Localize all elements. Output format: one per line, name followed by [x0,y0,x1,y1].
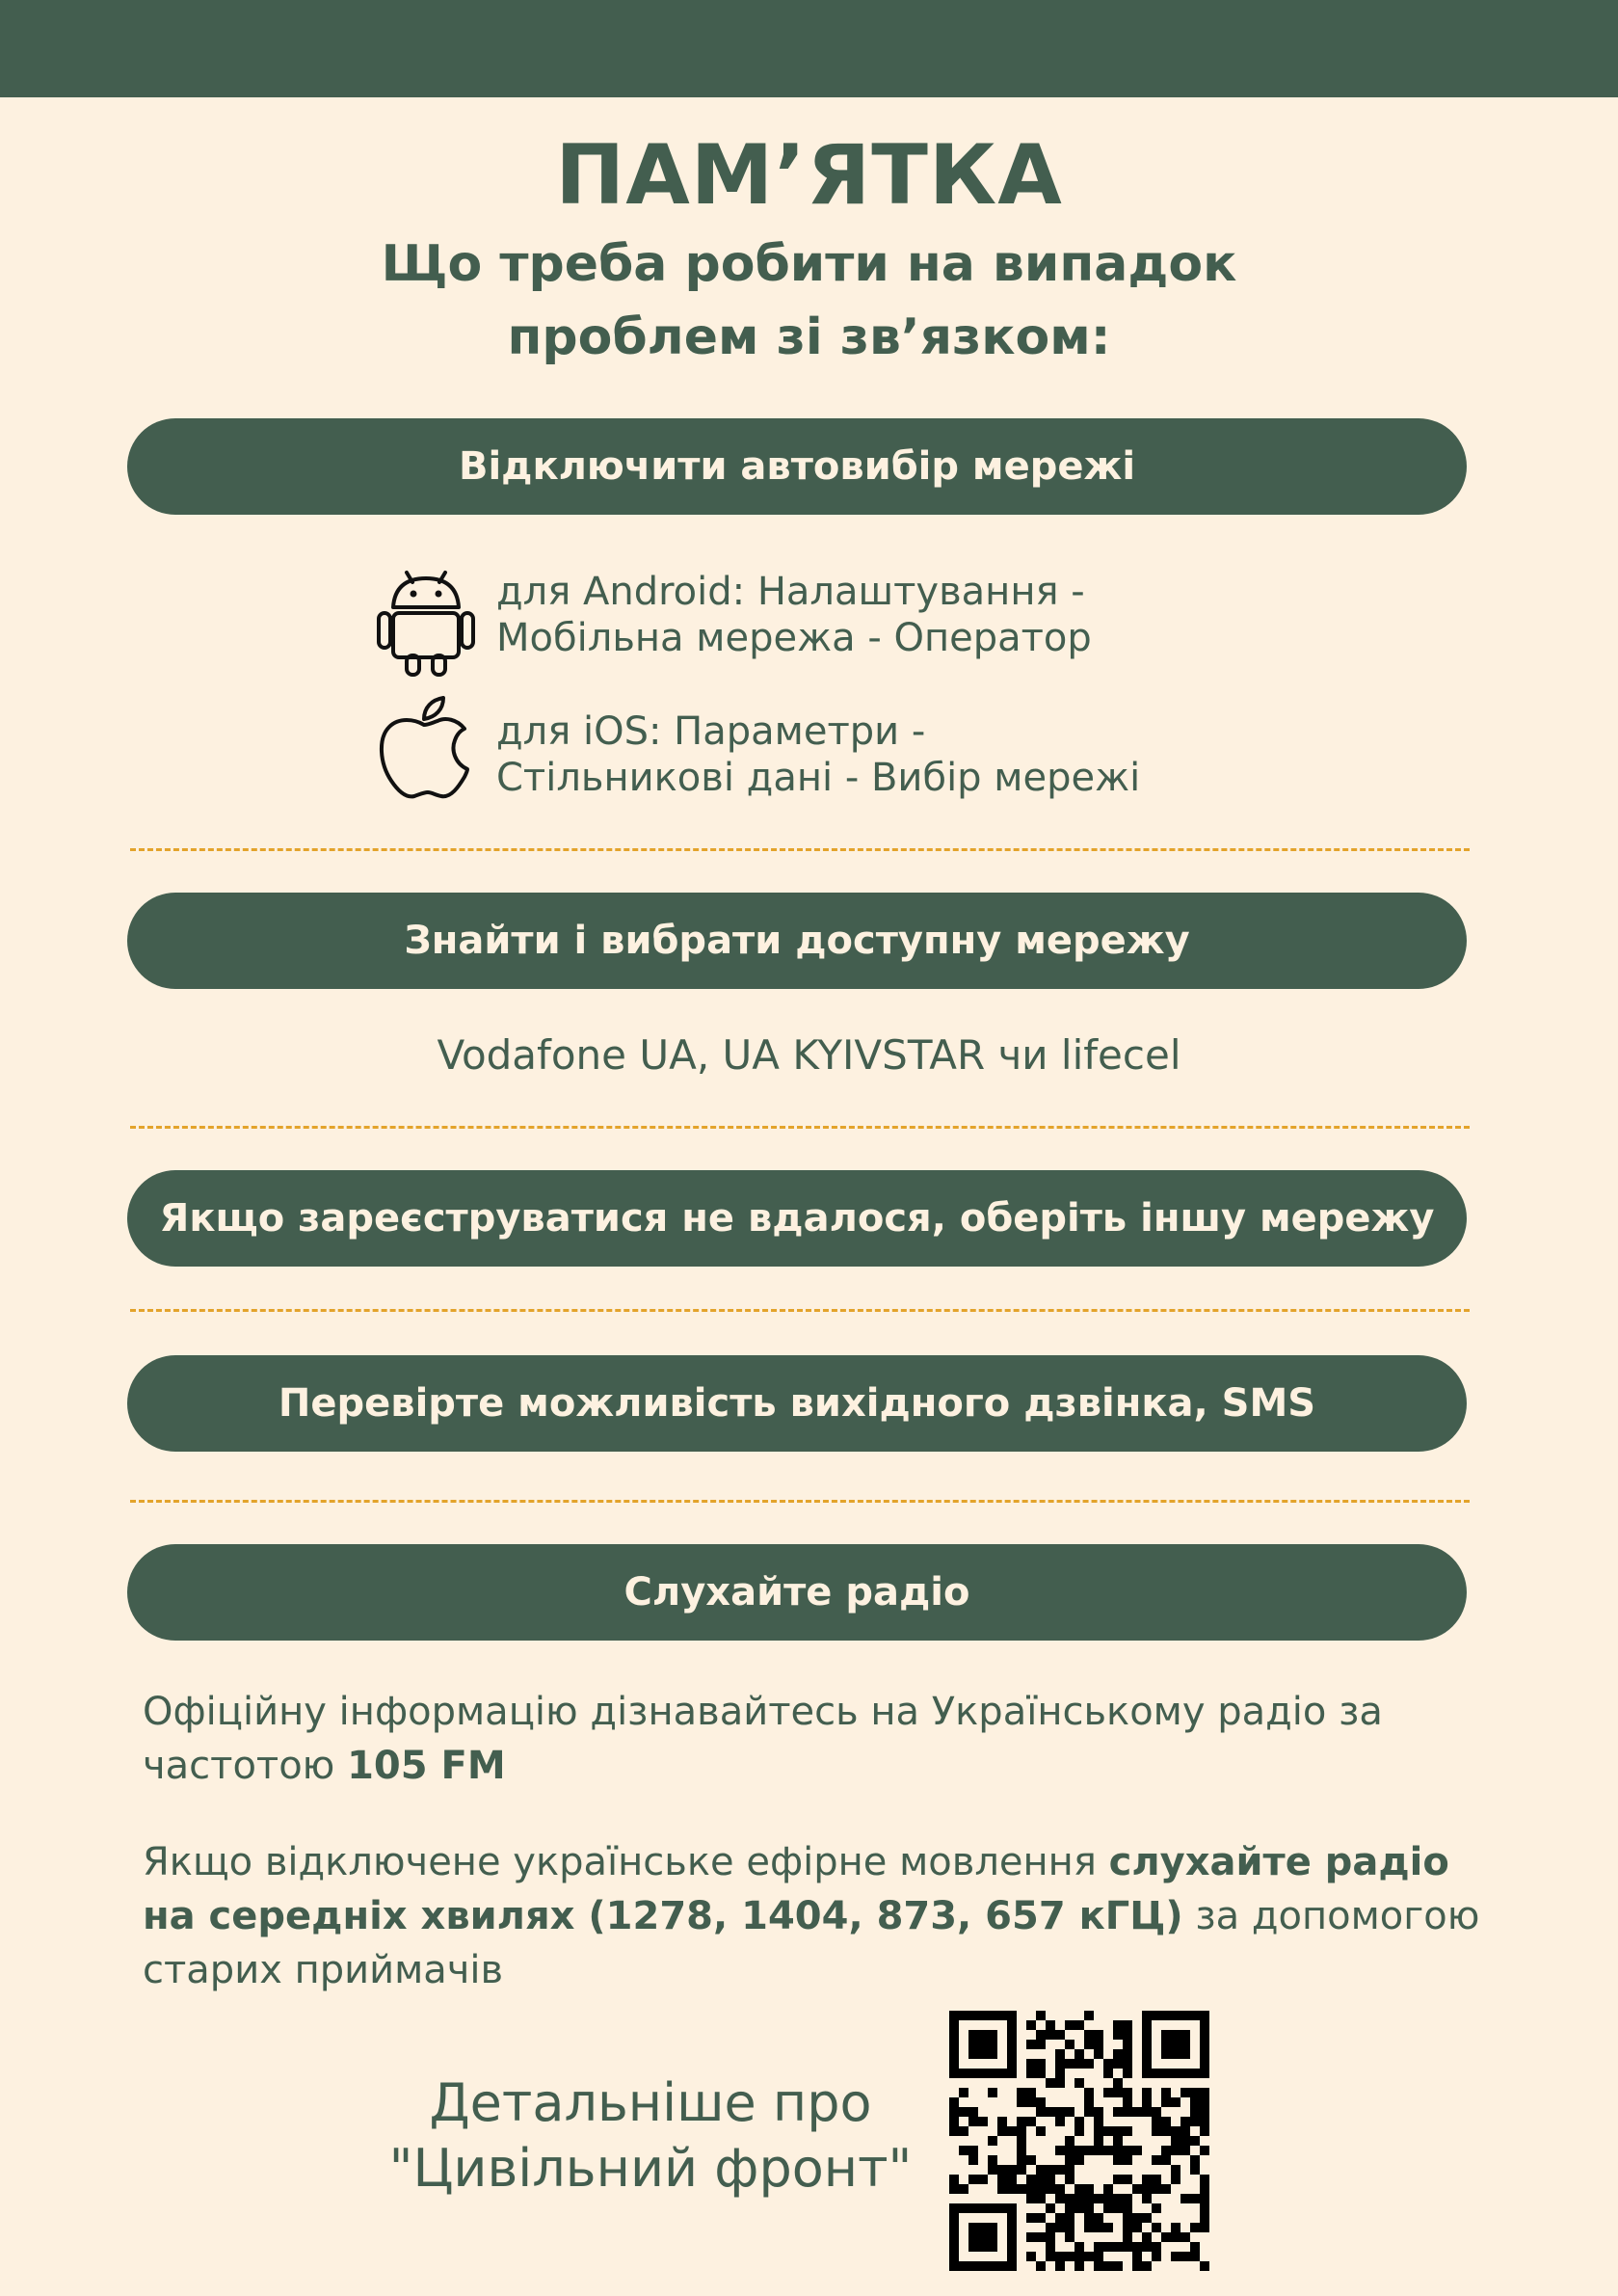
android-line-1: для Android: Налаштування - [496,570,1085,614]
divider [130,1500,1470,1503]
top-banner [0,0,1618,97]
radio-frequency: 105 FM [347,1744,506,1788]
step-disable-auto-network [127,418,1467,515]
step-label: Відключити автовибір мережі [458,444,1136,489]
more-line-2: "Цивільний фронт" [388,2138,913,2199]
android-line-2: Мобільна мережа - Оператор [496,616,1092,660]
android-icon [376,569,476,681]
page-title: ПАМ’ЯТКА [555,127,1063,224]
step-check-call-sms [127,1355,1467,1452]
divider [130,1126,1470,1129]
step-label: Якщо зареєструватися не вдалося, оберіть іншу мережу [159,1196,1435,1241]
apple-icon [376,696,472,804]
step-find-network [127,893,1467,989]
divider [130,1309,1470,1312]
radio-medium-wave-info [143,1835,1492,1997]
divider [130,848,1470,851]
civil-front-link-text [366,2070,935,2202]
subtitle-line-1: Що треба робити на випадок [381,235,1237,293]
radio-mw-frequencies: слухайте радіо на середніх хвилях (1278, 1404, 873, 657 кГЦ) [143,1840,1449,1938]
step-label: Слухайте радіо [623,1570,970,1615]
ios-line-2: Стільникові дані - Вибір мережі [496,756,1141,800]
radio-official-text: Офіційну інформацію дізнавайтесь на Українському радіо за частотою [143,1690,1383,1788]
ios-line-1: для iOS: Параметри - [496,709,926,754]
step-choose-other-network [127,1170,1467,1267]
network-operators: Vodafone UA, UA KYIVSTAR чи lifecel [437,1031,1181,1079]
radio-mw-text-a: Якщо відключене українське ефірне мовлення [143,1840,1109,1884]
subtitle-line-2: проблем зі зв’язком: [507,308,1111,366]
radio-mw-text-b: за допомогою старих приймачів [143,1894,1480,1992]
step-label: Перевірте можливість вихідного дзвінка, SMS [278,1381,1316,1426]
page-subtitle [0,227,1618,374]
qr-code[interactable] [949,2011,1209,2271]
radio-official-info [143,1685,1492,1793]
step-label: Знайти і вибрати доступну мережу [404,919,1190,963]
step-listen-radio [127,1544,1467,1641]
more-line-1: Детальніше про [429,2072,872,2133]
